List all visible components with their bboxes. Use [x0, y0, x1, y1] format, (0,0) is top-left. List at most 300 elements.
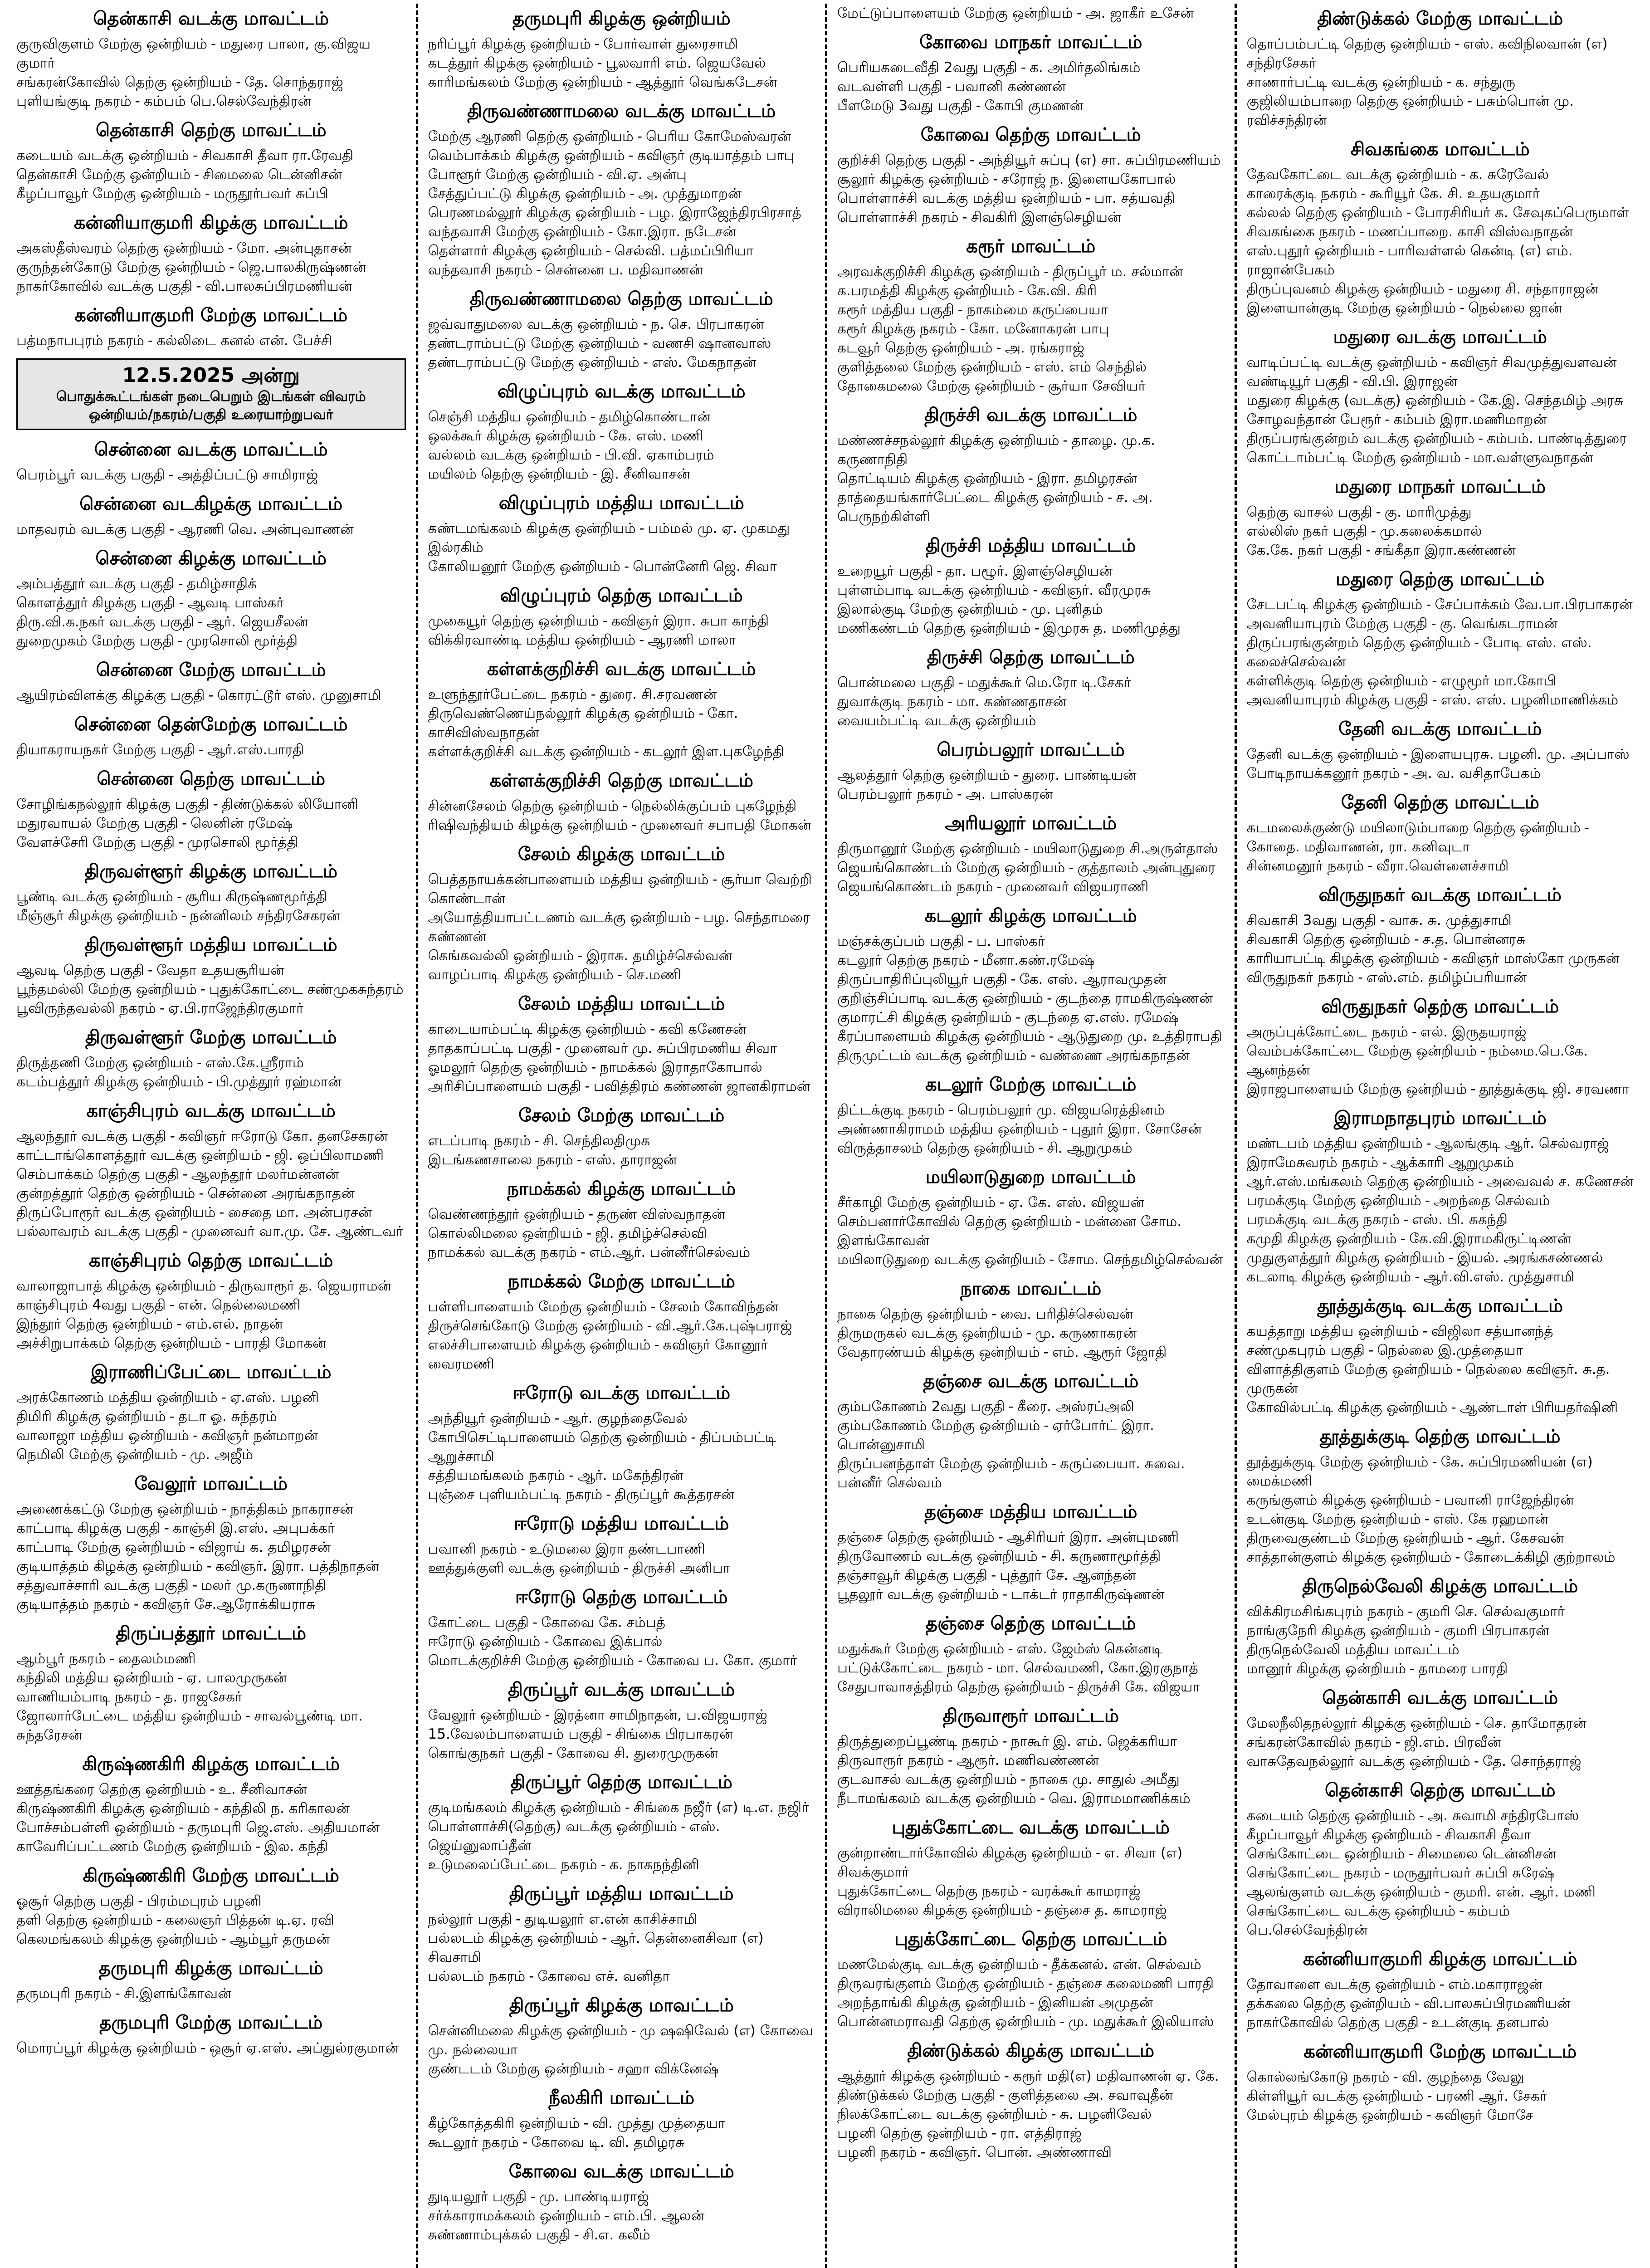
entry-place: கெலமங்கலம் கிழக்கு ஒன்றியம் [16, 1931, 218, 1947]
entry-speaker: கூரியூர் கே. சி. உதயகுமார் [1369, 186, 1540, 202]
district-section [16, 1753, 406, 1856]
meeting-entry [1247, 1733, 1634, 1752]
meeting-entry [16, 1315, 406, 1334]
meeting-entry [428, 1632, 815, 1651]
meeting-entry [837, 1454, 1225, 1492]
district-heading: சென்னை வடகிழக்கு மாவட்டம் [79, 494, 343, 514]
meeting-entry [428, 407, 815, 426]
entry-speaker: கவிஞர் சே.ஆரோக்கியராசு [142, 1596, 316, 1613]
entry-separator: - [592, 466, 597, 482]
meeting-entry [837, 338, 1225, 357]
entry-speaker: கு. வெங்கடராமன் [1440, 616, 1558, 632]
district-heading: ஈரோடு வடக்கு மாவட்டம் [513, 1383, 731, 1403]
entry-place: மானூர் கிழக்கு ஒன்றியம் [1246, 1661, 1406, 1677]
district-heading: தென்காசி வடக்கு மாவட்டம் [1322, 1687, 1558, 1708]
district-heading: நாகை மாவட்டம் [960, 1278, 1102, 1299]
meeting-entry [428, 704, 815, 742]
meeting-entry [16, 1445, 406, 1464]
entry-speaker: மு. கருணாகரன் [1035, 1325, 1137, 1341]
district-heading: மதுரை மாநகர் மாவட்டம் [1334, 476, 1546, 497]
meeting-entry [1247, 1806, 1634, 1825]
entry-separator: - [1059, 2014, 1065, 2030]
entry-speaker: சூர்யா வெற்றி கொண்டான் [428, 871, 812, 907]
district-heading: கன்னியாகுமரி கிழக்கு மாவட்டம் [1303, 1949, 1577, 1970]
entry-place: காவேரிப்பட்டணம் மேற்கு ஒன்றியம் [16, 1838, 252, 1855]
entry-speaker: குடந்தை ராமகிருஷ்ணன் [1055, 990, 1213, 1007]
entry-separator: - [265, 1147, 271, 1163]
meeting-entry [837, 932, 1225, 951]
entry-speaker: திருப்பூர் கூத்தரசன் [615, 1486, 735, 1503]
entry-separator: - [1431, 616, 1436, 632]
entry-place: இராமேசுவரம் நகரம் [1246, 1154, 1379, 1171]
entry-place: தூத்துக்குடி மேற்கு ஒன்றியம் [1246, 1454, 1429, 1470]
entry-speaker: கோ. மனோகரன் பாபு [969, 321, 1109, 337]
district-section [428, 1512, 815, 1578]
meeting-entry [837, 2143, 1225, 2162]
district-heading: திருப்பத்தூர் மாவட்டம் [116, 1623, 307, 1644]
entry-speaker: கோதை. மதிவாணன், ரா. கனிவுடா [1246, 839, 1470, 855]
entry-separator: - [691, 1429, 696, 1446]
meeting-entry [837, 989, 1225, 1008]
entry-speaker: சென்னை அரங்கநாதன் [207, 1185, 355, 1202]
meeting-entry [16, 814, 406, 833]
entry-speaker: ரா. எத்திராஜ் [1000, 2125, 1082, 2141]
entry-separator: - [625, 1799, 630, 1816]
entry-place: கோபிசெட்டிபாளையம் தெற்கு ஒன்றியம் [428, 1429, 688, 1446]
meeting-entry [1247, 410, 1634, 429]
district-heading: விழுப்புரம் மத்திய மாவட்டம் [498, 493, 744, 513]
entry-separator: - [958, 675, 964, 691]
meeting-entry [837, 1193, 1225, 1212]
meeting-entry [428, 1706, 815, 1725]
district-section [837, 1277, 1225, 1362]
entry-place: எல்லிஸ் நகர் பகுதி [1246, 523, 1367, 539]
entry-speaker: கே.வி. கிரி [1026, 283, 1097, 299]
meeting-entry [428, 1910, 815, 1929]
entry-speaker: ஏ. பாலமுருகன் [186, 1670, 287, 1686]
entry-place: அணைக்கட்டு மேற்கு ஒன்றியம் [16, 1501, 218, 1517]
entry-place: எஸ்.புதூர் ஒன்றியம் [1246, 243, 1375, 259]
entry-separator: - [147, 962, 153, 978]
entry-separator: - [680, 1818, 686, 1835]
meeting-entry [837, 562, 1225, 581]
meeting-entry [1247, 353, 1634, 372]
entry-place: விருதுநகர் நகரம் [1246, 969, 1354, 986]
meeting-entry [837, 600, 1225, 619]
meeting-entry [1247, 222, 1634, 241]
entry-separator: - [190, 1539, 195, 1555]
district-heading: அரியலூர் மாவட்டம் [945, 813, 1117, 834]
entry-separator: - [211, 36, 216, 52]
entry-place: நெமிலி மேற்கு ஒன்றியம் [16, 1447, 178, 1463]
entry-place: அண்ணாகிராமம் மத்திய ஒன்றியம் [837, 1121, 1059, 1137]
entry-separator: - [1044, 1418, 1049, 1434]
entry-place: ஆத்தூர் கிழக்கு ஒன்றியம் [837, 2068, 1001, 2084]
meeting-entry [16, 146, 406, 165]
entry-separator: - [1366, 542, 1371, 558]
entry-speaker: நெல்லிக்குப்பம் புகழேந்தி [631, 798, 797, 814]
entry-separator: - [1403, 1212, 1409, 1228]
meeting-entry [428, 685, 815, 704]
entry-speaker: மதுக்கூர் மெ.ரோ டி.சேகர் [967, 675, 1131, 691]
entry-place: குண்டடம் மேற்கு ஒன்றியம் [428, 2061, 605, 2077]
entry-place: சாணார்பட்டி வடக்கு ஒன்றியம் [1246, 74, 1443, 90]
entry-place: நாகர்கோவில் தெற்கு பகுதி [1246, 2014, 1419, 2031]
entry-separator: - [1011, 971, 1016, 987]
district-heading: கன்னியாகுமரி மேற்கு மாவட்டம் [1303, 2041, 1577, 2062]
entry-speaker: க. சுரேவேல் [1469, 166, 1549, 183]
meeting-entry [428, 1466, 815, 1485]
date-notice-box [16, 358, 406, 430]
meeting-entry [837, 877, 1225, 896]
entry-speaker: கவிஞர் ஈரோடு கோ. தனசேகரன் [178, 1128, 388, 1144]
entry-speaker: சு. பழனிவேல் [1059, 2106, 1152, 2122]
meeting-entry [428, 1243, 815, 1262]
district-heading: காஞ்சிபுரம் வடக்கு மாவட்டம் [86, 1100, 336, 1121]
entry-speaker: ஆரணி மாலா [648, 632, 736, 648]
entry-speaker: இரத்னா சாமிநாதன், ப.விஜயராஜ் [553, 1707, 767, 1723]
entry-speaker: முனைவர் விஜயராணி [1005, 879, 1149, 895]
entry-separator: - [606, 1726, 612, 1742]
entry-place: விக்கிரவாண்டி மத்திய ஒன்றியம் [428, 632, 636, 648]
entry-speaker: சோம. செந்தமிழ்செல்வன் [1058, 1251, 1223, 1268]
entry-separator: - [643, 335, 648, 352]
entry-separator: - [1018, 283, 1023, 299]
district-section [428, 2160, 815, 2244]
entry-place: குன்றாண்டார்கோவில் கிழக்கு ஒன்றியம் [837, 1845, 1092, 1861]
entry-separator: - [629, 186, 635, 202]
district-heading: கன்னியாகுமரி கிழக்கு மாவட்டம் [73, 212, 348, 233]
entry-place: திருவரங்குளம் மேற்கு ஒன்றியம் [837, 1975, 1045, 1992]
entry-speaker: மதுரை பாலா, கு.விஜய குமார் [16, 36, 371, 71]
entry-place: தேவகோட்டை வடக்கு ஒன்றியம் [1246, 166, 1457, 183]
entry-separator: - [138, 1893, 143, 1909]
district-heading: கிருஷ்ணகிரி மேற்கு மாவட்டம் [83, 1865, 339, 1886]
district-section [428, 492, 815, 576]
district-section [837, 1501, 1225, 1604]
entry-speaker: ஆக்காரி ஆறுமுகம் [1391, 1154, 1514, 1171]
entry-speaker: கடலூர் இள.புகழேந்தி [643, 743, 784, 760]
meeting-entry [16, 1984, 406, 2003]
entry-speaker: க. சந்துரு [1455, 74, 1515, 90]
entry-speaker: எம்.மகாராஜன் [1448, 1976, 1543, 1993]
meeting-entry [837, 711, 1225, 730]
meeting-entry [837, 1212, 1225, 1250]
entry-separator: - [602, 1930, 607, 1946]
entry-separator: - [1406, 205, 1411, 221]
entry-place: ஆம்பூர் நகரம் [16, 1651, 106, 1667]
meeting-entry [1247, 1491, 1634, 1510]
entry-separator: - [597, 55, 602, 71]
entry-separator: - [1443, 950, 1448, 967]
entry-speaker: குத்தாலம் அன்புதுரை [1077, 860, 1216, 876]
entry-separator: - [181, 815, 187, 831]
meeting-entry [1247, 968, 1634, 987]
entry-separator: - [1048, 1975, 1053, 1992]
meeting-entry [837, 2067, 1225, 2086]
entry-separator: - [214, 1800, 219, 1817]
entry-place: தஞ்சை தெற்கு ஒன்றியம் [837, 1529, 995, 1545]
meeting-entry [428, 2114, 815, 2133]
entry-speaker: நாகை மு. சாதுல் அமீது [1029, 1771, 1180, 1788]
meeting-entry [428, 816, 815, 835]
entry-separator: - [962, 209, 967, 225]
entry-speaker: ஜி. ஒப்பிலாமணி [274, 1147, 384, 1163]
entry-place: மணமேல்குடி வடக்கு ஒன்றியம் [837, 1956, 1039, 1973]
meeting-entry [16, 1780, 406, 1799]
entry-speaker: திருப்பூர் ம. சல்மான் [1052, 264, 1183, 280]
entry-speaker: தஞ்சை கலைமணி பாரதி [1056, 1975, 1214, 1992]
entry-speaker: தே. சொந்தராஜ் [244, 74, 343, 90]
entry-separator: - [200, 981, 206, 997]
entry-speaker: எஸ். மேகநாதன் [651, 354, 757, 371]
meeting-entry [428, 426, 815, 445]
entry-speaker: சிமைலை டென்னிசன் [1417, 1846, 1557, 1862]
meeting-entry [428, 2133, 815, 2152]
entry-place: பல்லடம் கிழக்கு ஒன்றியம் [428, 1930, 599, 1946]
entry-speaker: கோவை இக்பால் [552, 1633, 663, 1650]
entry-speaker: சஹா விக்னேஷ் [617, 2061, 719, 2077]
entry-place: காரியாபட்டி கிழக்கு ஒன்றியம் [1246, 950, 1440, 967]
meeting-entry [16, 1053, 406, 1072]
entry-separator: - [1095, 1845, 1101, 1861]
entry-separator: - [210, 1781, 215, 1798]
entry-place: திருப்புவனம் கிழக்கு ஒன்றியம் [1246, 281, 1445, 297]
entry-speaker: கவிஞர் குடியாத்தம் பாபு [637, 147, 795, 164]
entry-place: மண்டபம் மத்திய ஒன்றியம் [1246, 1135, 1423, 1152]
entry-separator: - [206, 1558, 212, 1574]
district-section [16, 1864, 406, 1949]
entry-speaker: கவிஞர் மோசே [1435, 2107, 1533, 2123]
entry-place: சோழிங்கநல்லூர் கிழக்கு பகுதி [16, 796, 210, 812]
entry-place: பழனி நகரம் [837, 2144, 917, 2160]
entry-separator: - [1043, 264, 1049, 280]
entry-place: அவனியாபுரம் மேற்கு பகுதி [1246, 616, 1428, 632]
district-section [428, 843, 815, 984]
entry-place: வேளச்சேரி மேற்கு பகுதி [16, 834, 175, 850]
entry-place: திருப்போரூர் வடக்கு ஒன்றியம் [16, 1204, 216, 1221]
entry-place: மஞ்சக்குப்பம் பகுதி [837, 933, 964, 949]
meeting-entry [837, 1732, 1225, 1751]
entry-speaker: வண்ணை அரங்கநாதன் [1039, 1047, 1190, 1064]
entry-place: பொள்ளாச்சி நகரம் [837, 209, 959, 225]
meeting-entry [16, 906, 406, 925]
entry-place: சோழவந்தான் பேரூர் [1246, 411, 1382, 428]
meeting-entry [16, 1930, 406, 1949]
district-heading: கள்ளக்குறிச்சி தெற்கு மாவட்டம் [489, 770, 753, 791]
district-heading: திண்டுக்கல் கிழக்கு மாவட்டம் [907, 2040, 1155, 2061]
district-heading: சேலம் மேற்கு மாவட்டம் [518, 1105, 725, 1126]
entry-place: கயத்தாறு மத்திய ஒன்றியம் [1246, 1323, 1419, 1339]
entry-place: கோட்டை பகுதி [428, 1614, 529, 1631]
district-heading: விருதுநகர் தெற்கு மாவட்டம் [1321, 996, 1559, 1017]
meeting-entry [1247, 1882, 1634, 1901]
entry-place: மண்ணச்சநல்லூர் கிழக்கு ஒன்றியம் [837, 432, 1059, 449]
entry-speaker: ஆவடி பாஸ்கர் [187, 595, 284, 611]
meeting-entry [428, 1409, 815, 1428]
entry-separator: - [170, 1128, 175, 1144]
meeting-entry [428, 1485, 815, 1504]
entry-speaker: எம்.எல். நாதன் [185, 1316, 283, 1332]
meeting-entry [837, 581, 1225, 600]
district-heading: திருவள்ளூர் மேற்கு மாவட்டம் [85, 1027, 337, 1048]
meeting-entry [837, 58, 1225, 77]
meeting-entry [16, 1538, 406, 1557]
entry-place: திருப்பரங்குன்றம் வடக்கு ஒன்றியம் [1246, 430, 1474, 447]
district-heading: தருமபுரி கிழக்கு ஒன்றியம் [512, 8, 731, 29]
meeting-entry [1247, 1398, 1634, 1417]
meeting-entry [1247, 1640, 1634, 1659]
entry-speaker: தமிழ்கொண்டான் [599, 409, 711, 425]
entry-speaker: குளித்தலை அ. சவாவுதீன் [1008, 2087, 1173, 2103]
meeting-entry [837, 1974, 1225, 1993]
entry-place: நாகர்கோவில் வடக்கு பகுதி [16, 278, 193, 294]
district-heading: திண்டுக்கல் மேற்கு மாவட்டம் [1317, 8, 1563, 29]
meeting-entry [1247, 1752, 1634, 1771]
district-heading: சென்னை தென்மேற்கு மாவட்டம் [74, 714, 348, 735]
entry-speaker: க. நாகநந்தினி [609, 1857, 699, 1873]
entry-place: பொன்மலை பகுதி [837, 675, 955, 691]
entry-speaker: கம்பம் பெ.செல்வேந்திரன் [1246, 1903, 1510, 1938]
entry-separator: - [1478, 430, 1484, 447]
entry-separator: - [198, 742, 204, 758]
entry-speaker: ச. அ. பெருநற்கிள்ளி [837, 489, 1153, 525]
meeting-entry [428, 742, 815, 761]
district-section [428, 584, 815, 650]
meeting-entry [428, 1297, 815, 1316]
district-heading: திருவண்ணாமலை வடக்கு மாவட்டம் [467, 101, 776, 122]
meeting-entry [837, 1547, 1225, 1566]
district-heading: நாமக்கல் மேற்கு மாவட்டம் [508, 1271, 735, 1292]
district-section [16, 713, 406, 759]
entry-separator: - [937, 563, 942, 579]
district-heading: தஞ்சை தெற்கு மாவட்டம் [925, 1613, 1136, 1634]
entry-speaker: மா. கண்ணதாசன் [956, 694, 1067, 710]
entry-place: தக்கலை தெற்கு ஒன்றியம் [1246, 1995, 1411, 2012]
entry-place: திருத்துறைப்பூண்டி நகரம் [837, 1733, 999, 1750]
entry-separator: - [585, 1078, 590, 1095]
entry-place: குளித்தலை மேற்கு ஒன்றியம் [837, 359, 1022, 375]
entry-place: தண்டராம்பட்டு மேற்கு ஒன்றியம் [428, 335, 639, 352]
entry-separator: - [219, 1204, 225, 1221]
district-section [16, 1472, 406, 1614]
district-section [837, 534, 1225, 638]
entry-separator: - [1040, 1790, 1045, 1807]
meeting-entry [1247, 298, 1634, 318]
entry-place: கள்ளிக்குடி தெற்கு ஒன்றியம் [1246, 673, 1429, 689]
notice-date: 12.5.2025 அன்று [122, 364, 300, 387]
district-heading: கோவை மாநகர் மாவட்டம் [919, 32, 1142, 53]
meeting-entry [16, 833, 406, 852]
entry-place: பொள்ளாச்சி(தெற்கு) வடக்கு ஒன்றியம் [428, 1818, 677, 1835]
entry-place: இலால்குடி மேற்கு ஒன்றியம் [837, 601, 1019, 617]
entry-separator: - [1357, 969, 1363, 986]
meeting-entry [837, 208, 1225, 227]
meeting-entry [428, 870, 815, 908]
entry-place: தோகைமலை மேற்கு ஒன்றியம் [837, 378, 1035, 394]
entry-place: போளூர் மேற்கு ஒன்றியம் [428, 166, 595, 183]
district-section [428, 100, 815, 279]
meeting-entry [16, 740, 406, 759]
entry-speaker: கே.இ. செந்தமிழ் அரசு [1478, 392, 1623, 409]
entry-place: கொங்குநகர் பகுதி [428, 1745, 544, 1761]
entry-speaker: அறந்தை செல்வம் [1433, 1193, 1550, 1209]
entry-place: சாத்தான்குளம் கிழக்கு ஒன்றியம் [1246, 1549, 1452, 1565]
entry-speaker: ச.த. பொன்னரசு [1422, 931, 1526, 948]
entry-place: தருமபுரி நகரம் [16, 1985, 112, 2002]
district-section [428, 7, 815, 92]
entry-place: மாதவரம் வடக்கு பகுதி [16, 521, 166, 538]
entry-place: உடன்குடி மேற்கு ஒன்றியம் [1246, 1511, 1421, 1527]
entry-separator: - [133, 1596, 139, 1613]
entry-place: சிவகங்கை நகரம் [1246, 224, 1356, 240]
entry-speaker: குமரி. என். ஆர். மணி [1453, 1884, 1596, 1900]
column-4 [1235, 4, 1644, 2268]
entry-speaker: மணப்பாறை. காசி விஸ்வநாதன் [1368, 224, 1573, 240]
meeting-entry [16, 1127, 406, 1146]
entry-place: ஜெயங்கொண்டம் மேற்கு ஒன்றியம் [837, 860, 1065, 876]
entry-speaker: அவைவல் ச. கணேசன் [1486, 1173, 1634, 1190]
entry-separator: - [1448, 1250, 1454, 1266]
entry-speaker: விஜாய் க. தமிழரசன் [198, 1539, 331, 1555]
meeting-entry [428, 2059, 815, 2078]
district-heading: விழுப்புரம் வடக்கு மாவட்டம் [497, 381, 746, 402]
entry-speaker: கோடைக்கிழி குற்றாலம் [1464, 1549, 1616, 1565]
entry-speaker: எஸ். கவிநிலவான் (எ) சந்திரசேகர் [1246, 36, 1608, 71]
entry-place: மீஞ்சூர் கிழக்கு ஒன்றியம் [16, 908, 178, 924]
district-section [837, 812, 1225, 896]
entry-separator: - [1441, 354, 1447, 371]
district-heading: தஞ்சை வடக்கு மாவட்டம் [923, 1371, 1139, 1392]
entry-speaker: சிங்கை பிரபாகரன் [615, 1726, 733, 1742]
entry-speaker: ஏர்போர்ட் இரா. பொன்னுசாமி [837, 1418, 1154, 1453]
entry-speaker: வி.பாலசுப்பிரமணியன் [205, 278, 352, 294]
entry-speaker: திருச்சி கே. விஜயா [1077, 1679, 1200, 1695]
entry-speaker: திருச்சி அனிபா [632, 1560, 730, 1576]
entry-place: கடமலைக்குண்டு மயிலாடும்பாறை தெற்கு ஒன்றியம் [1246, 820, 1581, 836]
entry-speaker: ஆர். கேசவன் [1476, 1530, 1564, 1546]
entry-separator: - [1380, 912, 1385, 929]
entry-speaker: குடந்தை ஏ.எஸ். ரமேஷ் [1024, 1009, 1179, 1026]
entry-speaker: சென்னை ப. மதிவாணன் [545, 262, 703, 278]
entry-separator: - [602, 613, 608, 629]
entry-separator: - [712, 871, 718, 888]
entry-speaker: போர்வாள் துரைசாமி [603, 36, 738, 52]
entry-speaker: தே. சொந்தராஜ் [1482, 1753, 1582, 1769]
entry-speaker: சரோஜ் ந. இளையகோபால் [1001, 171, 1176, 187]
meeting-entry [1247, 1602, 1634, 1621]
entry-separator: - [199, 1185, 204, 1202]
district-section [1247, 1295, 1634, 1417]
entry-place: பல்லடம் நகரம் [428, 1968, 526, 1984]
meeting-entry [16, 184, 406, 203]
meeting-entry [1247, 949, 1634, 968]
entry-separator: - [1371, 523, 1376, 539]
entry-place: அச்சிறுபாக்கம் தெற்கு ஒன்றியம் [16, 1335, 222, 1351]
entry-separator: - [192, 1577, 198, 1593]
entry-separator: - [1384, 1865, 1390, 1881]
entry-place: நாகை தெற்கு ஒன்றியம் [837, 1306, 988, 1322]
entry-separator: - [197, 614, 203, 630]
entry-speaker: ஏ.பி.ராஜேந்திரகுமார் [168, 1000, 304, 1017]
meeting-entry [1247, 541, 1634, 560]
entry-place: ஜோலார்பேட்டை மத்திய ஒன்றியம் [16, 1708, 242, 1724]
meeting-entry [1247, 34, 1634, 73]
district-heading: தருமபுரி கிழக்கு மாவட்டம் [98, 1958, 323, 1979]
entry-speaker: எம்.பி. ஆலன் [613, 2208, 705, 2224]
meeting-entry [1247, 2106, 1634, 2125]
entry-speaker: முனைவர் சபாபதி மோகன் [640, 817, 811, 833]
